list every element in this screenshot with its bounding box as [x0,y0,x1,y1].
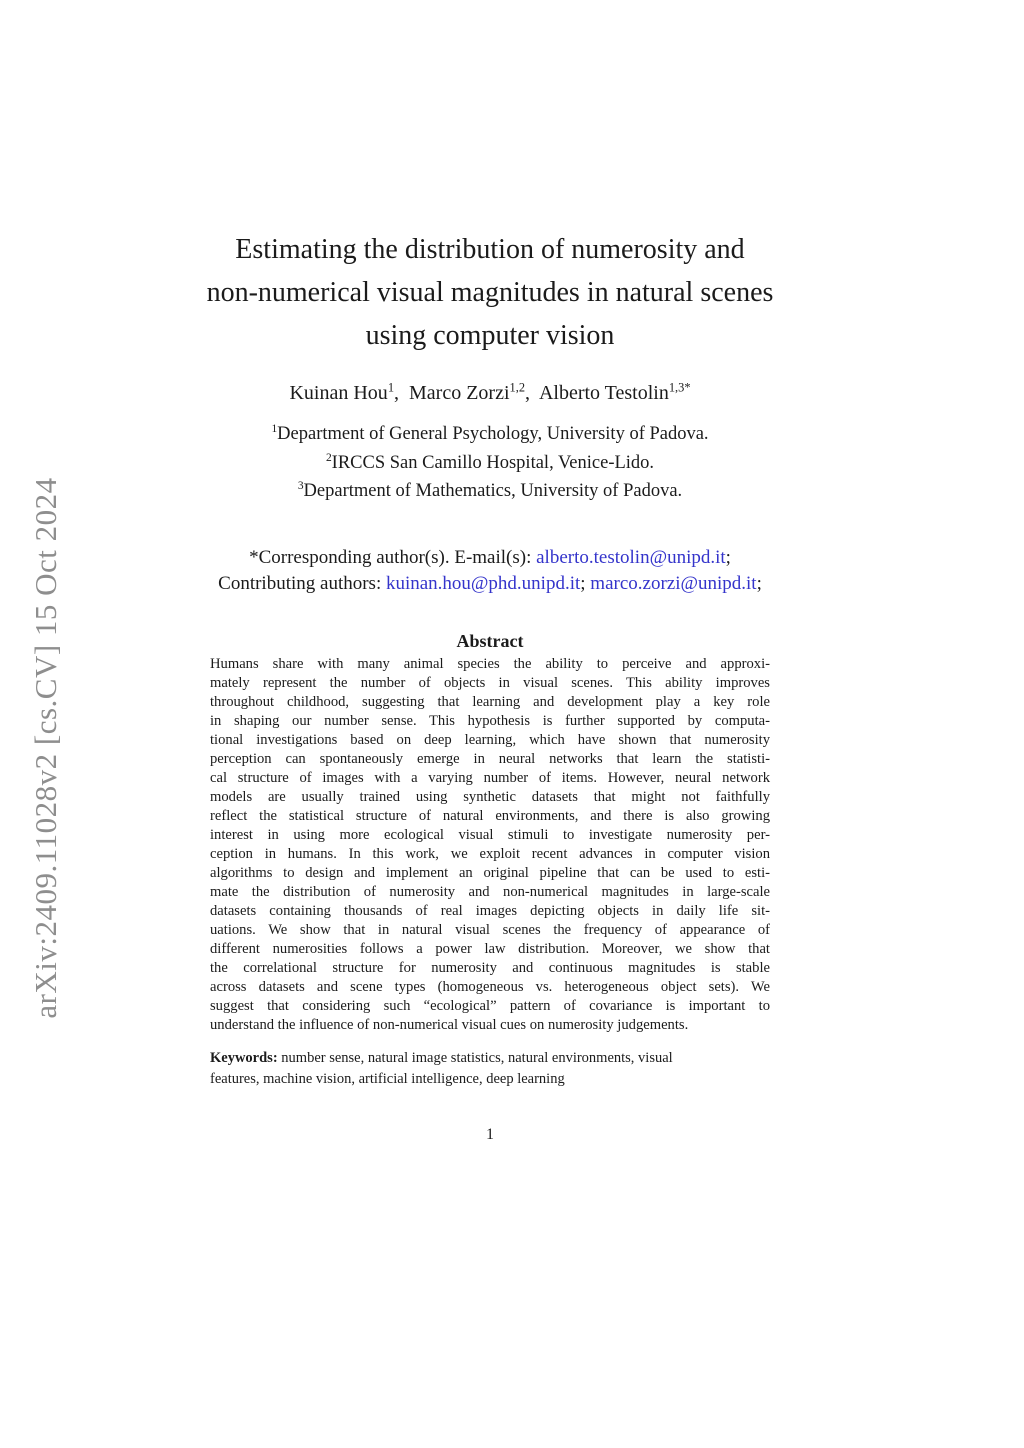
corresponding-author-line [190,545,790,571]
abstract-line: cal structure of images with a varying number of items. However, neural network [210,769,770,786]
abstract-line: uations. We show that in natural visual scenes the frequency of appearance of [210,921,770,938]
keywords-text-2: features, machine vision, artificial intelligence, deep learning [210,1070,565,1087]
abstract-line: mate the distribution of numerosity and non-numerical magnitudes in large-scale [210,883,770,900]
abstract-line: throughout childhood, suggesting that learning and development play a key role [210,693,770,710]
abstract-line: interest in using more ecological visual stimuli to investigate numerosity per- [210,826,770,843]
page-number: 1 [486,1125,494,1143]
contributing-email-link-2[interactable]: marco.zorzi@unipd.it [590,572,757,594]
abstract-line: understand the influence of non-numerical visual cues on numerosity judgements. [210,1016,689,1033]
affiliation-line: $^3$Department of Mathematics, University of Padova. [297,479,683,501]
contributing-suffix: ; [756,572,762,594]
abstract-line: tional investigations based on deep learning, which have shown that numerosity [210,731,770,748]
abstract-line: in shaping our number sense. This hypothesis is further supported by computa- [210,712,770,729]
abstract-heading: Abstract [456,630,524,651]
keywords-label: Keywords: [210,1049,278,1066]
keywords-block [210,1048,770,1090]
contributing-email-link-1[interactable]: kuinan.hou@phd.unipd.it [385,572,581,594]
abstract-line: ception in humans. In this work, we exploit recent advances in computer vision [210,845,770,862]
author-name: Kuinan Hou$^1$, [289,380,410,405]
affiliation-line: $^2$IRCCS San Camillo Hospital, Venice-Lido. [325,451,655,473]
abstract-line: Humans share with many animal species the ability to perceive and approxi- [210,655,770,672]
corresponding-prefix: *Corresponding author(s). E-mail(s): [249,546,537,568]
author-name: Marco Zorzi$^{1,2}$, [409,380,539,405]
abstract-body [210,655,770,1035]
paper-content [190,0,790,1144]
corresponding-suffix: ; [725,546,731,568]
abstract-line: datasets containing thousands of real images depicting objects in daily life sit- [210,902,770,919]
title-line: Estimating the distribution of numerosity and [235,234,745,265]
abstract-line: algorithms to design and implement an original pipeline that can be used to esti- [210,864,770,881]
contributing-authors-line [190,571,790,597]
abstract-line: across datasets and scene types (homogeneous vs. heterogeneous object sets). We [210,978,770,995]
title-line: non-numerical visual magnitudes in natural scenes [206,277,774,308]
abstract-line: different numerosities follows a power law distribution. Moreover, we show that [210,940,770,957]
abstract-line: models are usually trained using synthetic datasets that might not faithfully [210,788,770,805]
keywords-line-1 [210,1048,770,1069]
contributing-prefix: Contributing authors: [218,572,386,594]
abstract-line: the correlational structure for numerosity and continuous magnitudes is stable [210,959,770,976]
authors-line [190,376,790,407]
page-title [190,228,790,357]
title-line: using computer vision [365,320,615,351]
keywords-text-1: number sense, natural image statistics, natural environments, visual [277,1049,673,1066]
corresponding-email-link[interactable]: alberto.testolin@unipd.it [536,546,726,568]
abstract-line: suggest that considering such “ecological” pattern of covariance is important to [210,997,770,1014]
affiliation-line: $^1$Department of General Psychology, University of Padova. [271,423,709,445]
abstract-line: perception can spontaneously emerge in neural networks that learn the statisti- [210,750,770,767]
abstract-line: reflect the statistical structure of natural environments, and there is also growing [210,807,770,824]
keywords-line-2 [210,1069,770,1090]
abstract-line: mately represent the number of objects in visual scenes. This ability improves [210,674,770,691]
author-name: Alberto Testolin$^{1,3*}$ [538,380,691,405]
contact-block [190,545,790,597]
affiliations [190,418,790,502]
contributing-separator: ; [580,572,591,594]
arxiv-watermark: arXiv:2409.11028v2 [cs.CV] 15 Oct 2024 [28,477,63,1019]
